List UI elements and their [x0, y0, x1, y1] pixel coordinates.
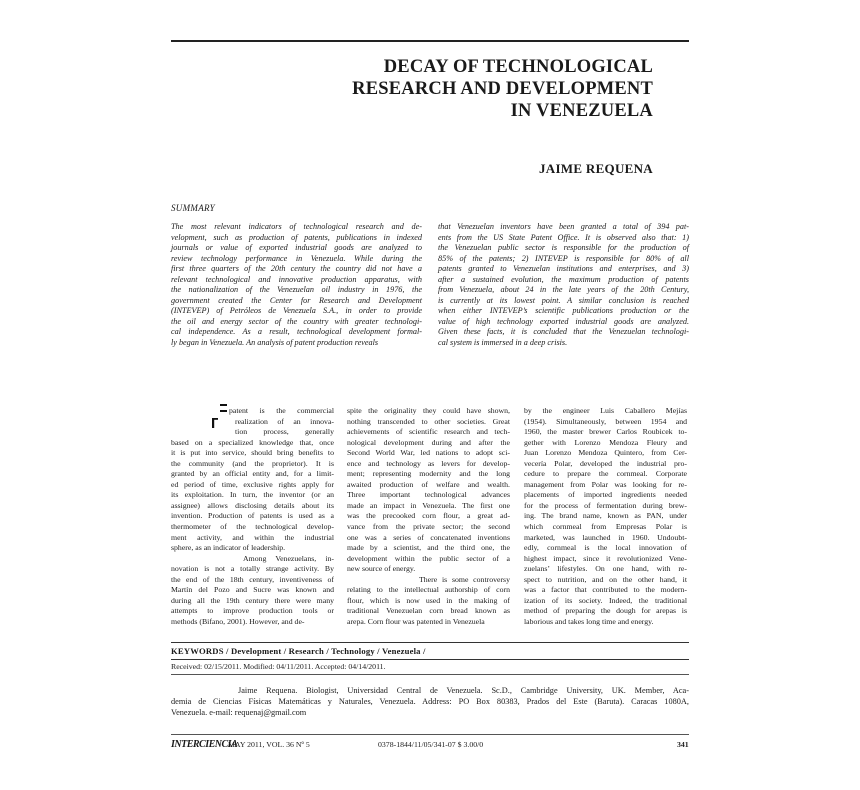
text-line: Among Venezuelans, in-: [243, 553, 334, 563]
received-rule: [171, 674, 689, 675]
text-line: nothing transcended to other societies. Great: [347, 416, 510, 426]
text-line: for the process of fermentation during brew-: [524, 500, 687, 510]
footer-rule: [171, 734, 689, 735]
text-line: zuelans’ lifestyles. On one hand, with re-: [524, 564, 687, 574]
keywords-top-rule: [171, 642, 689, 643]
title-line: IN VENEZUELA: [510, 101, 653, 121]
text-line: The most relevant indicators of technological research and de-: [171, 222, 422, 231]
text-line: gether with Lorenzo Mendoza Fleury and: [524, 437, 687, 447]
text-line: management from Polar was looking for re-: [524, 479, 687, 489]
text-line: ed period of time, exclusive rights apply for: [171, 479, 334, 489]
text-line: edly, cornmeal is the local innovation of: [524, 543, 687, 553]
text-line: placements of imported ingredients needed: [524, 490, 687, 500]
text-line: vecería Polar, developed the industrial pro-: [524, 458, 687, 468]
text-line: granted by an official entity and, for a limit-: [171, 469, 334, 479]
text-line: 85% of the patents; 2) INTEVEP is responsible for 80% of all: [438, 253, 689, 263]
text-line: ence and technology as levers for develop-: [347, 458, 510, 468]
text-line: patents granted to Venezuelan institutions and enterprises, and 3): [438, 264, 689, 274]
text-line: traditional Venezuelan corn bread known as: [347, 606, 510, 616]
text-line: achievements of scientific research and tech-: [347, 427, 510, 437]
text-line: one was a series of concatenated inventions: [347, 532, 510, 542]
page-number: 341: [677, 740, 689, 749]
abstract-right-column: [438, 222, 689, 349]
title-line: RESEARCH AND DEVELOPMENT: [352, 79, 653, 99]
text-line: development within the public sector of a: [347, 553, 510, 563]
text-line: arepa. Corn flour was patented in Venezuela: [347, 616, 485, 626]
keywords: KEYWORDS / Development / Research / Technology / Venezuela /: [171, 646, 426, 656]
text-line: nological development during and after the: [347, 437, 510, 447]
text-line: spect to nutrition, and on the other hand, it: [524, 574, 687, 584]
text-line: attempts to improve production tools or: [171, 606, 334, 616]
journal-issn: 0378-1844/11/05/341-07 $ 3.00/0: [378, 740, 484, 749]
body-column-3: [524, 406, 687, 627]
bio-line: demia de Ciencias Físicas Matemáticas y Naturales, Venezuela. Address: PO Box 80383, Prados del Este (Baruta). Caracas 1080A,: [171, 697, 689, 706]
text-line: ment activity, and within the industrial: [171, 532, 334, 542]
text-line: thermometer of the technological develop-: [171, 522, 334, 532]
text-line: the end of the 18th century, inventiveness of: [171, 574, 334, 584]
text-line: ly began in Venezuela. An analysis of patent production reveals: [171, 338, 379, 348]
top-rule: [171, 40, 689, 42]
text-line: vance from the private sector; the second: [347, 522, 510, 532]
text-line: first three quarters of the 20th century the country did not have a: [171, 264, 422, 274]
text-line: the community (and the proprietor). It is: [171, 458, 334, 468]
received-dates: Received: 02/15/2011. Modified: 04/11/2011. Accepted: 04/14/2011.: [171, 662, 386, 671]
text-line: during all the 19th century there were many: [171, 595, 334, 605]
text-line: the oil and energy sector of the country with greater technologi-: [171, 316, 422, 326]
text-line: by the engineer Luis Caballero Mejías: [524, 406, 687, 415]
text-line: government created the Center for Research and Development: [171, 295, 422, 305]
text-line: highest impact, since it revolutionized Vene-: [524, 553, 687, 563]
title-line: DECAY OF TECHNOLOGICAL: [383, 57, 653, 77]
text-line: was a factor that contributed to the modern-: [524, 585, 687, 595]
text-line: the Venezuelan public sector is responsible for the production of: [438, 243, 689, 253]
text-line: its exploitation. In turn, the inventor (or an: [171, 490, 334, 500]
article-title: [233, 56, 653, 122]
text-line: novation is not a totally strange activity. By: [171, 564, 334, 574]
text-line: Second World War, led nations to adopt sci-: [347, 448, 510, 458]
text-line: which cornmeal from Empresas Polar is: [524, 522, 687, 532]
text-line: Given these facts, it is concluded that the Venezuelan technologi-: [438, 327, 689, 337]
text-line: Martín del Pozo and Sucre was known and: [171, 585, 334, 595]
text-line: after a sustained evolution, the maximum production of patents: [438, 274, 689, 284]
text-line: cal system is immersed in a deep crisis.: [438, 338, 568, 348]
journal-issue: MAY 2011, VOL. 36 Nº 5: [228, 740, 310, 749]
text-line: that Venezuelan inventors have been granted a total of 394 pat-: [438, 222, 689, 231]
abstract-left-column: [171, 222, 422, 349]
text-line: made an impact in Venezuela. The first one: [347, 500, 510, 510]
keywords-bottom-rule: [171, 659, 689, 660]
text-line: ization of its society. Indeed, the traditional: [524, 595, 687, 605]
text-line: cedure to prepare the cornmeal. Corporate: [524, 469, 687, 479]
text-line: was the precooked corn flour, a great ad-: [347, 511, 510, 521]
journal-logo: INTERCIENCIA: [171, 739, 238, 750]
text-line: the nationalization of the Venezuelan oil industry in 1976, the: [171, 285, 422, 295]
text-line: (INTEVEP) of Petróleos de Venezuela S.A., in order to provide: [171, 306, 422, 316]
text-line: new source of energy.: [347, 564, 416, 574]
text-line: review technology performance in Venezuela. While during the: [171, 253, 422, 263]
text-line: relating to the intellectual authorship of corn: [347, 585, 510, 595]
text-line: awaited production of welfare and wealth.: [347, 479, 510, 489]
summary-heading: SUMMARY: [171, 203, 215, 213]
text-line: it is put into service, should bring benefits to: [171, 448, 334, 458]
text-line: sphere, as an indicator of leadership.: [171, 543, 286, 553]
text-line: cal independence. As a result, technological development formal-: [171, 327, 422, 337]
text-line: assignee) allows disclosing details about its: [171, 500, 334, 510]
bio-line: Jaime Requena. Biologist, Universidad Central de Venezuela. Sc.D., Cambridge University, UK. Member, Aca-: [238, 686, 689, 695]
text-line: journals or value of exported industrial goods are analyzed to: [171, 243, 422, 253]
text-line: method of preparing the dough for arepas is: [524, 606, 687, 616]
text-line: velopment, such as production of patents, publications in indexed: [171, 232, 422, 242]
text-line: laborious and takes long time and energy.: [524, 616, 654, 626]
text-line: tion process, generally: [235, 427, 334, 437]
bio-line: Venezuela. e-mail: requenaj@gmail.com: [171, 708, 307, 717]
text-line: patent is the commercial: [229, 406, 334, 415]
text-line: (1954). Simultaneously, between 1954 and: [524, 416, 687, 426]
text-line: from Venezuela, about 24 in the late years of the 20th Century,: [438, 285, 689, 295]
text-line: is currently at its lowest point. A similar conclusion is reached: [438, 295, 689, 305]
text-line: realization of an innova-: [235, 416, 334, 426]
text-line: made by a scientist, and the third one, the: [347, 543, 510, 553]
text-line: Juan Lorenzo Mendoza Quintero, from Cer-: [524, 448, 687, 458]
text-line: invention. Production of patents is used as a: [171, 511, 334, 521]
author-bio: [171, 685, 689, 718]
text-line: relevant technological and innovative production apparatus, with: [171, 274, 422, 284]
text-line: methods (Bifano, 2001). However, and de-: [171, 616, 305, 626]
text-line: Three important technological advances: [347, 490, 510, 500]
text-line: marketed, was launched in 1960. Undoubt-: [524, 532, 687, 542]
text-line: when either INTEVEP’s scientific publications production or the: [438, 306, 689, 316]
text-line: based on a specialized knowledge that, once: [171, 437, 334, 447]
text-line: flour, which is now used in the making of: [347, 595, 510, 605]
text-line: value of high technology exported industrial goods are analyzed.: [438, 316, 689, 326]
body-column-2: [347, 406, 510, 627]
text-line: ents from the US State Patent Office. It is observed also that: 1): [438, 232, 689, 242]
text-line: spite the originality they could have shown,: [347, 406, 510, 415]
text-line: 1960, the master brewer Carlos Roubicek to-: [524, 427, 687, 437]
text-line: There is some controversy: [419, 574, 510, 584]
text-line: ment; representing modernity and the long: [347, 469, 510, 479]
text-line: ing. The brand name, known as PAN, under: [524, 511, 687, 521]
body-column-1: [171, 406, 334, 627]
author-name: JAIME REQUENA: [538, 161, 653, 176]
